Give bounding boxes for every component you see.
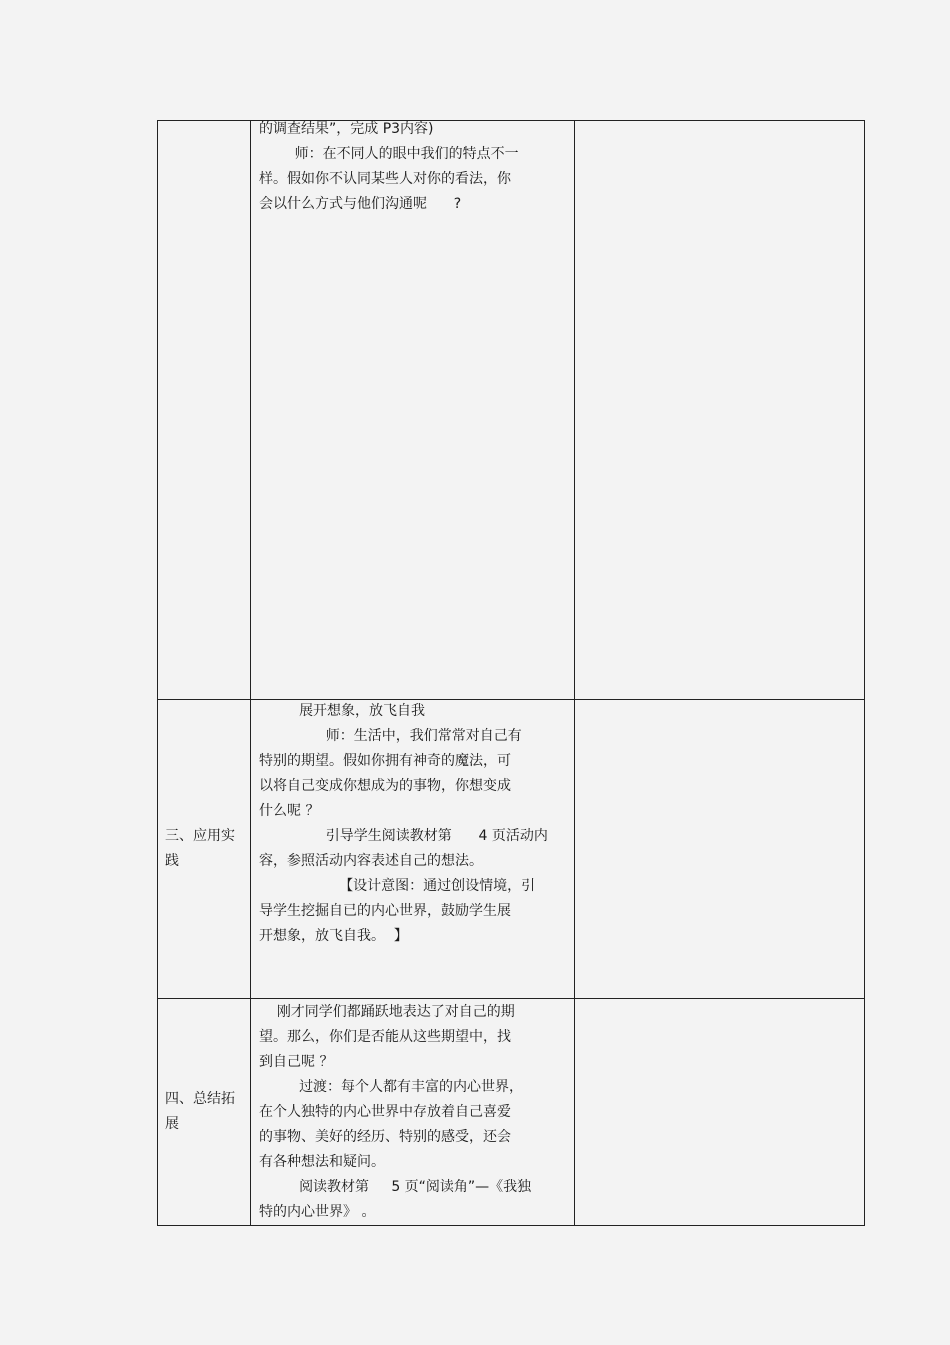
text-line: 【设计意图：通过创设情境，引 [259,878,536,894]
text-line: 引导学生阅读教材第 4 页活动内 [259,828,548,844]
text-line: 样。假如你不认同某些人对你的看法，你 [259,171,511,187]
text-line: 的调查结果”，完成 P3内容) [259,121,434,137]
text-line: 刚才同学们都踊跃地表达了对自己的期 [259,1004,515,1020]
text-line: 师：在不同人的眼中我们的特点不一 [259,146,519,162]
text-line: 有各种想法和疑问。 [259,1154,385,1170]
text-line: 阅读教材第 5 页“阅读角”—《我独 [259,1179,532,1195]
notes-cell [575,121,865,700]
text-line: 到自己呢 ？ [259,1054,334,1070]
text-line: 过渡：每个人都有丰富的内心世界， [259,1079,524,1095]
activity-cell [251,700,575,999]
text-line: 的事物、美好的经历、特别的感受，还会 [259,1129,511,1145]
text-line: 师：生活中，我们常常对自己有 [259,728,522,744]
text-line: 容，参照活动内容表述自己的想法。 [259,853,483,869]
text-line: 在个人独特的内心世界中存放着自己喜爱 [259,1104,511,1120]
activity-cell [251,121,575,700]
text-line: 导学生挖掘自已的内心世界，鼓励学生展 [259,903,511,919]
stage-cell: 四、总结拓展 [158,999,251,1226]
text-line: 特别的期望。假如你拥有神奇的魔法，可 [259,753,511,769]
table-row [158,700,865,999]
stage-cell [158,121,251,700]
activity-cell [251,999,575,1226]
text-line: 望。那么，你们是否能从这些期望中，找 [259,1029,511,1045]
text-line: 会以什么方式与他们沟通呢 ? [259,196,462,212]
text-line: 展开想象，放飞自我 [259,703,426,719]
table-row [158,999,865,1226]
stage-cell: 三、应用实践 [158,700,251,999]
text-line: 开想象，放飞自我。 】 [259,928,408,944]
table-row [158,121,865,700]
lesson-plan-table [157,120,865,1226]
notes-cell [575,999,865,1226]
notes-cell [575,700,865,999]
text-line: 特的内心世界》 。 [259,1204,376,1220]
text-line: 以将自己变成你想成为的事物，你想变成 [259,778,511,794]
text-line: 什么呢 ？ [259,803,320,819]
